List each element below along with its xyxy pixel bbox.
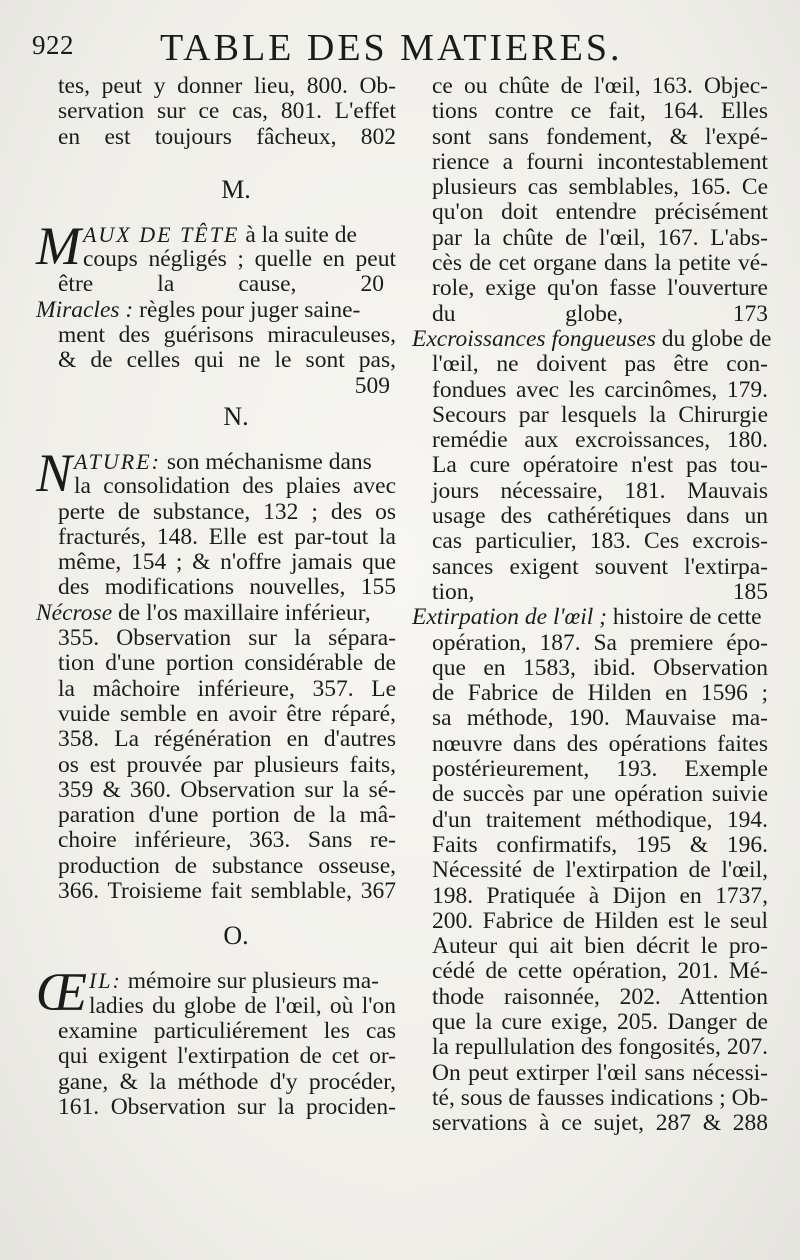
text-line: de l'os maxillaire inférieur, (112, 599, 371, 626)
text-line: production de substance osseuse, (58, 852, 396, 879)
entry-heading: IL: (88, 968, 122, 994)
text-line: jours nécessaire, 181. Mauvais (432, 477, 768, 504)
entry-excroissances (412, 325, 772, 605)
text-line: 200. Fabrice de Hilden est le seul (432, 907, 768, 934)
text-line: tion d'une portion considérable de (58, 650, 396, 677)
text-line: que en 1583, ibid. Observation (432, 654, 768, 681)
dropcap: N (36, 442, 73, 503)
text-line: té, sous de fausses indications ; Ob- (432, 1084, 769, 1111)
text-line: cédé de cette opération, 201. Mé- (432, 958, 768, 985)
text-line: 355. Observation sur la sépara- (58, 625, 396, 652)
section-letter-o: O. (223, 921, 249, 951)
entry-oeil (36, 962, 396, 1120)
text-line: ce ou chûte de l'œil, 163. Objec- (432, 73, 768, 99)
text-line: tion, 185 (432, 578, 768, 605)
text-line: du globe, 173 (432, 300, 768, 327)
entry-heading: Excroissances fongueuses (412, 325, 656, 352)
text-line: tions contre ce fait, 164. Elles (432, 98, 768, 125)
entry-nature (36, 442, 396, 601)
text-line: ladies du globe de l'œil, où l'on (88, 992, 396, 1019)
text-line: role, exige qu'on fasse l'ouverture (432, 275, 768, 302)
text-line: la mâchoire inférieure, 357. Le (58, 675, 396, 702)
text-line: opération, 187. Sa premiere épo- (432, 629, 768, 656)
text-line: rience a fourni incontestablement (432, 148, 768, 175)
right-column (412, 73, 772, 1137)
text-line: & de celles qui ne le sont pas, (58, 347, 396, 374)
text-line: du globe de (655, 325, 772, 352)
page-number: 922 (32, 30, 74, 60)
text-line: paration d'une portion de la mâ- (58, 802, 396, 829)
text-line: Nécessité de l'extirpation de l'œil, (432, 857, 768, 884)
text-line: examine particuliérement les cas (58, 1017, 396, 1044)
text-line: 509 (354, 372, 390, 399)
text-line: fracturés, 148. Elle est par-tout la (58, 523, 396, 550)
section-letter-n: N. (223, 401, 249, 431)
left-column (36, 74, 396, 1120)
text-line: l'œil, ne doivent pas être con- (432, 351, 768, 378)
text-line: perte de substance, 132 ; des os (58, 498, 396, 525)
text-line: coups négligés ; quelle en peut (82, 246, 396, 273)
text-line: vuide semble en avoir être réparé, (58, 700, 396, 727)
text-line: fondues avec les carcinômes, 179. (432, 376, 768, 403)
text-line: sances exigent souvent l'extirpa- (432, 553, 768, 580)
text-line: On peut extirper l'œil sans nécessi- (432, 1059, 768, 1086)
text-line: 366. Troisieme fait semblable, 367 (58, 878, 396, 905)
text-line: son méchanisme dans (160, 448, 372, 475)
entry-heading: Extirpation de l'œil ; (412, 604, 607, 631)
text-line: plusieurs cas semblables, 165. Ce (432, 174, 768, 201)
text-line: cas particulier, 183. Ces excrois- (432, 528, 768, 555)
entry-maux-de-tete (36, 215, 396, 298)
text-line: la consolidation des plaies avec (74, 473, 396, 500)
entry-heading: AUX DE TÊTE (82, 221, 240, 247)
text-line: 161. Observation sur la prociden- (58, 1093, 396, 1120)
text-line: gane, & la méthode d'y procéder, (58, 1068, 396, 1095)
text-line: servations à ce sujet, 287 & 288 (432, 1110, 768, 1137)
entry-heading: ATURE: (74, 448, 161, 474)
text-line: servation sur ce cas, 801. L'effet (58, 98, 396, 125)
text-line: de succès par une opération suivie (432, 781, 768, 808)
text-line: Faits confirmatifs, 195 & 196. (432, 831, 768, 858)
entry-heading: Miracles : (36, 296, 134, 323)
dropcap: Œ (36, 962, 87, 1023)
text-line: ment des guérisons miraculeuses, (58, 322, 396, 349)
text-line: que la cure exige, 205. Danger de (432, 1008, 768, 1035)
text-line: La cure opératoire n'est pas tou- (432, 452, 768, 479)
text-line: sa méthode, 190. Mauvaise ma- (432, 705, 768, 732)
text-line: être la cause, 20 (58, 271, 384, 298)
text-line: qui exigent l'extirpation de cet or- (58, 1043, 396, 1070)
text-line: des modifications nouvelles, 155 (58, 574, 396, 601)
text-line: en est toujours fâcheux, 802 (58, 123, 396, 150)
text-line: d'un traitement méthodique, 194. (432, 806, 768, 833)
section-letter-m: M. (221, 174, 251, 204)
text-line: 359 & 360. Observation sur la sé- (58, 776, 396, 803)
entry-necrose (36, 601, 396, 905)
text-line: 198. Pratiquée à Dijon en 1737, (432, 882, 768, 909)
dropcap: M (36, 215, 81, 276)
text-line: thode raisonnée, 202. Attention (432, 983, 768, 1010)
text-line: la repullulation des fongosités, 207. (432, 1034, 768, 1061)
text-line: cès de cet organe dans la petite vé- (432, 250, 768, 277)
text-line: usage des cathérétiques dans un (432, 503, 768, 530)
text-line: par la chûte de l'œil, 167. L'abs- (432, 224, 768, 251)
text-line: nœuvre dans des opérations faites (432, 730, 768, 757)
text-line: Secours par lesquels la Chirurgie (432, 401, 768, 428)
text-line: postérieurement, 193. Exemple (432, 756, 768, 783)
text-line: tes, peut y donner lieu, 800. Ob- (58, 73, 396, 99)
text-line: 358. La régénération en d'autres (58, 726, 396, 753)
text-line: mémoire sur plusieurs ma- (121, 968, 379, 995)
text-line: Auteur qui ait bien décrit le pro- (432, 933, 768, 960)
running-title: TABLE DES MATIERES. (160, 27, 623, 69)
text-line: de Fabrice de Hilden en 1596 ; (432, 680, 768, 707)
text-line: histoire de cette (606, 604, 762, 631)
text-line: choire inférieure, 363. Sans re- (58, 827, 396, 854)
text-line: règles pour juger saine- (133, 296, 361, 323)
text-line: remédie aux excroissances, 180. (432, 427, 768, 454)
entry-heading: Nécrose (36, 599, 113, 626)
text-line: à la suite de (239, 221, 357, 248)
entry-extirpation (412, 605, 768, 1136)
text-line: os est prouvée par plusieurs faits, (58, 751, 396, 778)
text-line: même, 154 ; & n'offre jamais que (58, 549, 396, 576)
entry-miracles (36, 298, 396, 399)
text-line: sont sans fondement, & l'expé- (432, 123, 768, 150)
text-line: qu'on doit entendre précisément (432, 199, 768, 226)
